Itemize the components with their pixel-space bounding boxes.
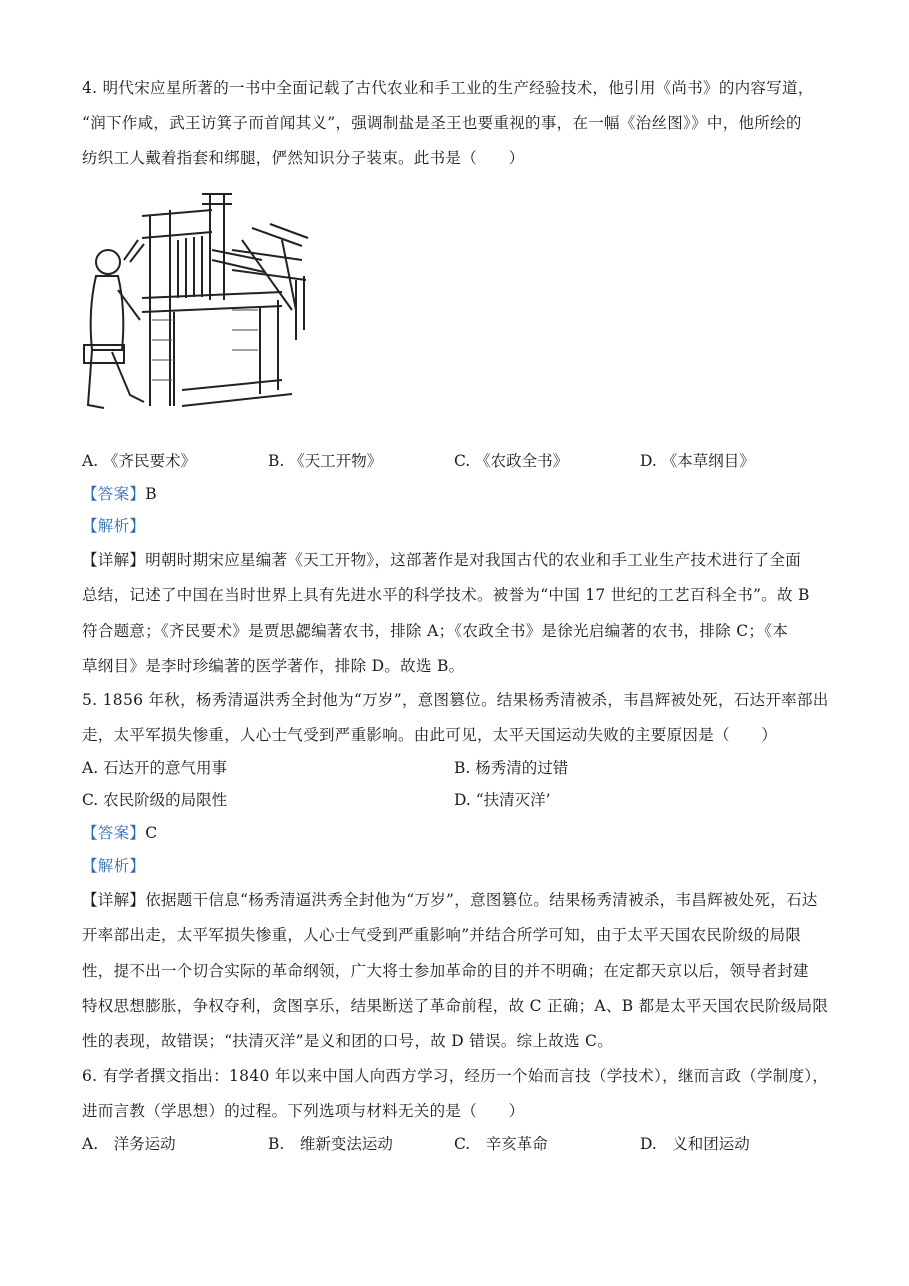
q4-stem-line-1: 4. 明代宋应星所著的一书中全面记载了古代农业和手工业的生产经验技术，他引用《尚书》的内容写道， bbox=[82, 79, 814, 97]
q4-detail-line-3: 符合题意；《齐民要术》是贾思勰编著农书，排除 A；《农政全书》是徐光启编著的农书，排除 C；《本 bbox=[82, 622, 789, 640]
q4-answer bbox=[82, 484, 157, 504]
answer-tag: 【答案】 bbox=[82, 824, 146, 842]
q4-option-b[interactable]: B. 《天工开物》 bbox=[268, 452, 383, 470]
q5-detail-line-5: 性的表现，故错误；“扶清灭洋”是义和团的口号，故 D 错误。综上故选 C。 bbox=[82, 1032, 614, 1050]
q5-stem-line-1: 5. 1856 年秋，杨秀清逼洪秀全封他为“万岁”，意图篡位。结果杨秀清被杀，韦昌辉被处死，石达开率部出 bbox=[82, 691, 829, 709]
q6-stem-line-1: 6. 有学者撰文指出：1840 年以来中国人向西方学习，经历一个始而言技（学技术），继而言政（学制度）， bbox=[82, 1067, 829, 1085]
answer-value: C bbox=[145, 824, 158, 842]
q6-option-a[interactable]: A. 洋务运动 bbox=[82, 1135, 176, 1153]
q4-stem-line-3: 纺织工人戴着指套和绑腿，俨然知识分子装束。此书是（ ） bbox=[82, 149, 525, 167]
q4-option-c[interactable]: C. 《农政全书》 bbox=[454, 452, 569, 470]
q6-stem-line-2: 进而言教（学思想）的过程。下列选项与材料无关的是（ ） bbox=[82, 1102, 525, 1120]
q5-analysis-tag bbox=[82, 856, 145, 876]
analysis-tag: 【解析】 bbox=[82, 517, 146, 535]
q5-option-c[interactable]: C. 农民阶级的局限性 bbox=[82, 791, 228, 809]
weaving-loom-illustration bbox=[82, 180, 312, 420]
q5-answer bbox=[82, 823, 157, 843]
q6-option-b[interactable]: B. 维新变法运动 bbox=[268, 1135, 393, 1153]
q5-option-b[interactable]: B. 杨秀清的过错 bbox=[454, 759, 569, 777]
q5-detail-line-2: 开率部出走，太平军损失惨重，人心士气受到严重影响”并结合所学可知，由于太平天国农民阶级的局限 bbox=[82, 926, 802, 944]
q6-option-c[interactable]: C. 辛亥革命 bbox=[454, 1135, 548, 1153]
detail-tag: 【详解】 bbox=[82, 891, 146, 909]
q5-option-a[interactable]: A. 石达开的意气用事 bbox=[82, 759, 228, 777]
detail-text: 明朝时期宋应星编著《天工开物》，这部著作是对我国古代的农业和手工业生产技术进行了全面 bbox=[145, 551, 802, 569]
detail-tag: 【详解】 bbox=[82, 551, 146, 569]
q5-stem-line-2: 走，太平军损失惨重，人心士气受到严重影响。由此可见，太平天国运动失败的主要原因是（ ） bbox=[82, 726, 778, 744]
answer-value: B bbox=[145, 485, 157, 503]
q5-detail-line-4: 特权思想膨胀，争权夺利，贪图享乐，结果断送了革命前程，故 C 正确；A、B 都是太平天国农民阶级局限 bbox=[82, 997, 829, 1015]
q5-detail-line-1 bbox=[82, 890, 818, 910]
q5-detail-line-3: 性，提不出一个切合实际的革命纲领，广大将士参加革命的目的并不明确；在定都天京以后，领导者封建 bbox=[82, 962, 809, 980]
q4-detail-line-2: 总结，记述了中国在当时世界上具有先进水平的科学技术。被誉为“中国 17 世纪的工艺百科全书”。故 B bbox=[82, 586, 810, 604]
q4-option-d[interactable]: D. 《本草纲目》 bbox=[640, 452, 755, 470]
q4-option-a[interactable]: A. 《齐民要术》 bbox=[82, 452, 197, 470]
q5-option-d[interactable]: D. “扶清灭洋’ bbox=[454, 791, 551, 809]
q4-detail-line-4: 草纲目》是李时珍编著的医学著作，排除 D。故选 B。 bbox=[82, 657, 465, 675]
analysis-tag: 【解析】 bbox=[82, 857, 146, 875]
answer-tag: 【答案】 bbox=[82, 485, 146, 503]
detail-text: 依据题干信息“杨秀清逼洪秀全封他为“万岁”，意图篡位。结果杨秀清被杀，韦昌辉被处死，石达 bbox=[145, 891, 818, 909]
q6-option-d[interactable]: D. 义和团运动 bbox=[640, 1135, 750, 1153]
q4-analysis-tag bbox=[82, 516, 145, 536]
q4-detail-line-1 bbox=[82, 550, 801, 570]
q4-stem-line-2: “润下作咸，武王访箕子而首闻其义”，强调制盐是圣王也要重视的事，在一幅《治丝图》》中，他所绘的 bbox=[82, 114, 802, 132]
